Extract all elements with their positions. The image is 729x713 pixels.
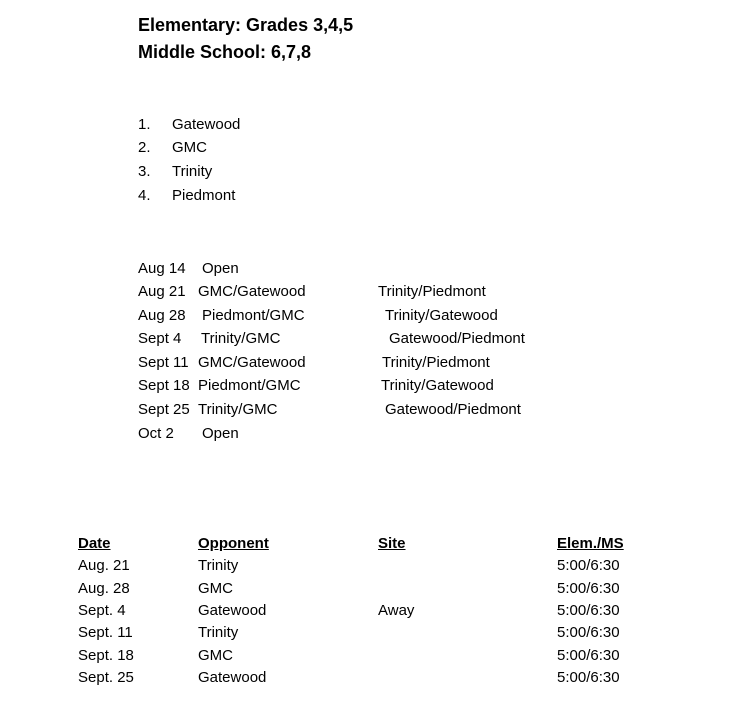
column-header-time: Elem./MS [557,535,624,552]
heading-middle-school: Middle School: 6,7,8 [138,42,312,62]
cell-opponent: GMC [198,647,233,664]
rotation-game-2: Trinity/Gatewood [385,307,498,324]
cell-date: Sept. 11 [78,624,133,641]
rotation-date: Oct 2 [138,425,174,442]
cell-date: Sept. 4 [78,602,126,619]
rotation-game-2: Trinity/Gatewood [381,377,494,394]
team-name: Trinity [172,163,213,180]
rotation-game-2: Trinity/Piedmont [382,354,490,371]
team-name: Gatewood [172,116,241,133]
rotation-date: Sept 4 [138,330,182,347]
cell-time: 5:00/6:30 [557,580,620,597]
column-header-site: Site [378,535,406,552]
cell-date: Sept. 18 [78,647,134,664]
team-name: Piedmont [172,187,236,204]
rotation-date: Sept 11 [138,354,189,371]
rotation-game-1: Piedmont/GMC [202,307,305,324]
list-number: 1. [138,116,151,133]
cell-opponent: Trinity [198,557,239,574]
heading-elementary: Elementary: Grades 3,4,5 [138,15,354,35]
rotation-game-1: GMC/Gatewood [198,354,306,371]
cell-time: 5:00/6:30 [557,624,620,641]
rotation-date: Aug 21 [138,283,186,300]
rotation-game-1: Open [202,425,239,442]
cell-time: 5:00/6:30 [557,669,620,686]
cell-opponent: Gatewood [198,602,267,619]
team-name: GMC [172,139,207,156]
rotation-game-2: Gatewood/Piedmont [385,401,521,418]
list-number: 3. [138,163,151,180]
rotation-date: Aug 14 [138,260,186,277]
rotation-game-1: Open [202,260,239,277]
list-number: 4. [138,187,151,204]
rotation-date: Sept 18 [138,377,190,394]
cell-opponent: Trinity [198,624,239,641]
cell-site: Away [378,602,415,619]
cell-time: 5:00/6:30 [557,647,620,664]
column-header-date: Date [78,535,111,552]
rotation-game-1: GMC/Gatewood [198,283,306,300]
list-number: 2. [138,139,151,156]
rotation-game-1: Piedmont/GMC [198,377,301,394]
cell-date: Aug. 21 [78,557,130,574]
rotation-game-2: Trinity/Piedmont [378,283,486,300]
column-header-opponent: Opponent [198,535,269,552]
rotation-date: Aug 28 [138,307,186,324]
cell-date: Sept. 25 [78,669,134,686]
cell-opponent: Gatewood [198,669,267,686]
rotation-game-1: Trinity/GMC [198,401,278,418]
rotation-date: Sept 25 [138,401,190,418]
rotation-game-2: Gatewood/Piedmont [389,330,525,347]
cell-time: 5:00/6:30 [557,602,620,619]
cell-opponent: GMC [198,580,233,597]
rotation-game-1: Trinity/GMC [201,330,281,347]
cell-time: 5:00/6:30 [557,557,620,574]
cell-date: Aug. 28 [78,580,130,597]
